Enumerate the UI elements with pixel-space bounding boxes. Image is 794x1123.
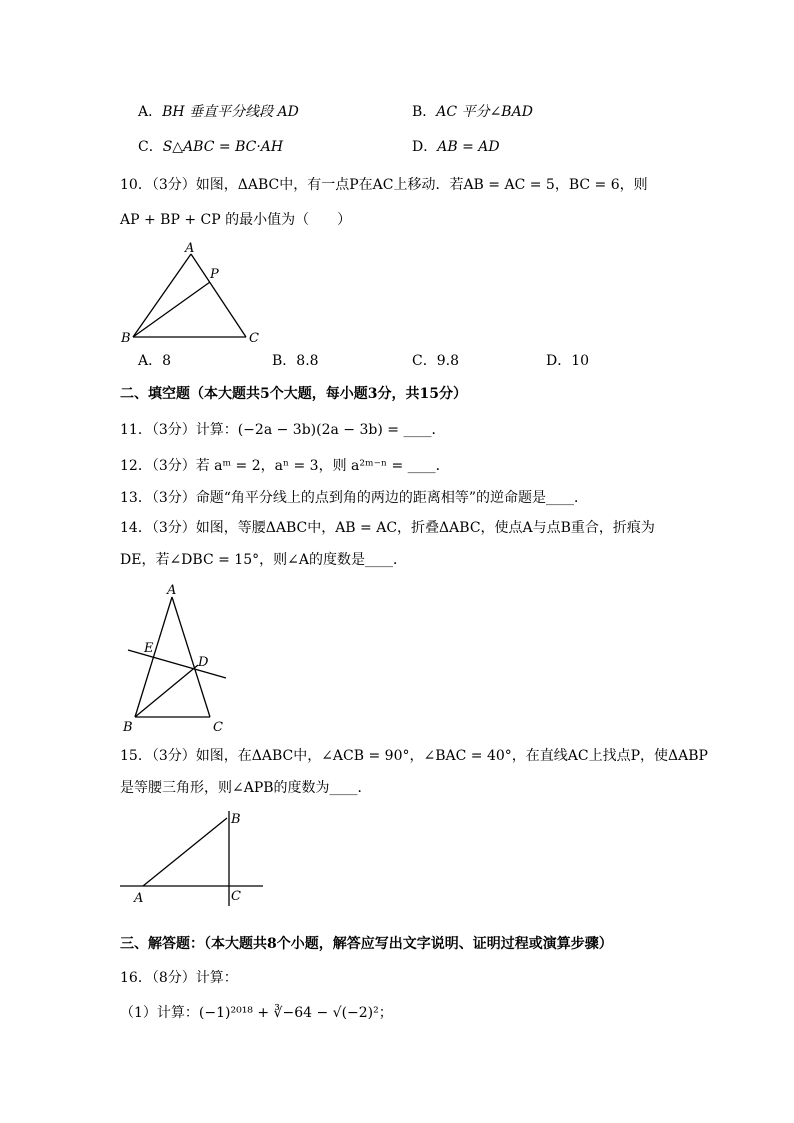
q14-stem-line2: DE，若∠DBC = 15°，则∠A的度数是____．: [120, 552, 407, 568]
q10-stem-line2: AP + BP + CP 的最小值为（ ）: [120, 212, 352, 228]
q10-figure: [118, 242, 288, 352]
q16-title: 16．（8分）计算：: [120, 970, 238, 986]
q16-part1: （1）计算：(−1)²⁰¹⁸ + ∛−64 − √(−2)²；: [120, 1005, 393, 1021]
q14-label-c: C: [213, 720, 223, 735]
q13-stem: 13．（3分）命题“角平分线上的点到角的两边的距离相等”的逆命题是____．: [120, 490, 589, 506]
q14-label-a: A: [167, 583, 177, 598]
q15-label-b: B: [231, 812, 241, 827]
q10-label-b: B: [121, 331, 131, 346]
option-label: B．: [272, 353, 297, 369]
q9-option-d: [412, 137, 500, 157]
q10-stem-line1: 10．（3分）如图，ΔABC中，有一点P在AC上移动．若AB = AC = 5，BC = 6，则: [120, 177, 648, 193]
q15-label-a: A: [134, 891, 144, 906]
option-text: AB = AD: [437, 139, 500, 155]
q14-label-d: D: [198, 655, 209, 670]
q10-option-b: [272, 351, 319, 371]
option-text: 8.8: [296, 353, 319, 369]
q15-label-c: C: [231, 889, 241, 904]
q15-segment-ab: [143, 818, 227, 886]
option-label: C．: [138, 139, 163, 155]
q10-segment-bp: [133, 282, 210, 337]
q10-label-p: P: [210, 267, 219, 282]
q9-option-c: [138, 137, 283, 157]
q14-segment-bd: [135, 665, 198, 717]
option-text: BH 垂直平分线段 AD: [162, 104, 299, 120]
option-label: D．: [412, 139, 438, 155]
option-label: D．: [546, 353, 572, 369]
q14-label-b: B: [123, 720, 133, 735]
q14-figure: [118, 582, 238, 737]
q15-figure: [118, 808, 268, 908]
q10-option-d: [546, 351, 589, 371]
option-text: 9.8: [436, 353, 459, 369]
option-label: A．: [138, 353, 163, 369]
option-label: A．: [138, 104, 163, 120]
q9-option-a: [138, 102, 299, 122]
q14-label-e: E: [144, 641, 154, 656]
section-3-heading: 三、解答题：（本大题共8个小题，解答应写出文字说明、证明过程或演算步骤）: [120, 936, 613, 952]
q15-stem-line1: 15．（3分）如图，在ΔABC中，∠ACB = 90°，∠BAC = 40°，在直线AC上找点P，使ΔABP: [120, 748, 708, 764]
q14-stem-line1: 14．（3分）如图，等腰ΔABC中，AB = AC，折叠ΔABC，使点A与点B重合，折痕为: [120, 520, 655, 536]
section-2-heading: 二、填空题（本大题共5个大题，每小题3分，共15分）: [120, 386, 467, 402]
option-text: AC 平分∠BAD: [436, 104, 533, 120]
q11-stem: 11．（3分）计算：(−2a − 3b)(2a − 3b) = ____．: [120, 422, 446, 438]
q10-option-a: [138, 351, 171, 371]
option-text: S△ABC = BC·AH: [162, 139, 284, 155]
option-label: C．: [412, 353, 437, 369]
q10-segment-ab: [133, 254, 191, 337]
option-text: 10: [571, 353, 590, 369]
option-label: B．: [412, 104, 437, 120]
q10-label-a: A: [185, 241, 195, 256]
q10-label-c: C: [249, 331, 259, 346]
q10-option-c: [412, 351, 459, 371]
q12-stem: 12．（3分）若 aᵐ = 2，aⁿ = 3，则 a²ᵐ⁻ⁿ = ____．: [120, 458, 450, 474]
q15-stem-line2: 是等腰三角形，则∠APB的度数为____．: [120, 780, 372, 796]
q9-option-b: [412, 102, 533, 122]
q14-fold-line-de: [128, 650, 226, 678]
option-text: 8: [162, 353, 172, 369]
